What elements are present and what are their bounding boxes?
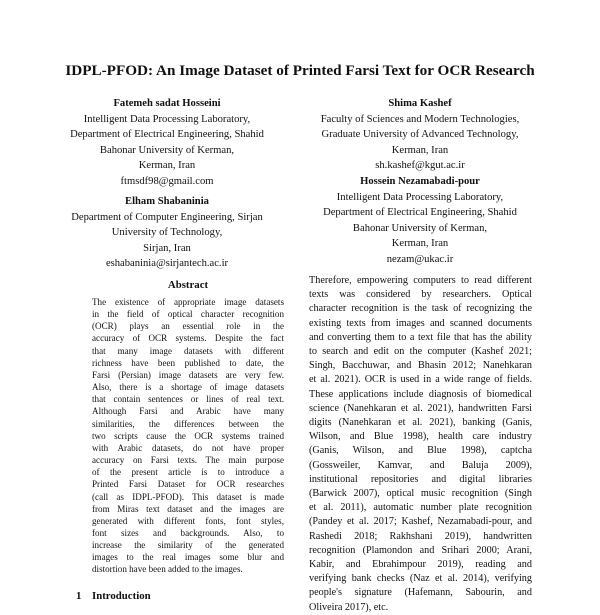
author-affiliation-line: Bahonar University of Kerman,: [99, 144, 235, 156]
text-line: existing texts from images and scanned documents: [309, 317, 532, 329]
text-line: generated with different fonts, font styles,: [92, 515, 284, 526]
text-line: et al. 2021). OCR is used in a wide range of fields.: [309, 374, 532, 386]
text-line: Singh, Bacchuwar, and Bhasin 2012; Nanehkaran: [309, 360, 532, 372]
author-name: Elham Shabaninia: [125, 196, 209, 207]
author-block: [47, 96, 287, 190]
text-line: distortion have been added to the images.: [92, 564, 243, 575]
abstract-text: [92, 296, 284, 576]
author-block: [300, 174, 540, 268]
text-line: of the present article is to introduce a: [92, 467, 284, 478]
text-line: (Pandey et al. 2017; Kashef, Nezamabadi-pour, and: [309, 516, 532, 528]
text-line: (call as IDPL-PFOD). This dataset is made: [92, 491, 284, 502]
text-line: accuracy of OCR systems. Despite the fact: [92, 333, 284, 344]
text-line: Therefore, empowering computers to read different: [309, 275, 532, 286]
author-email: ftmsdf98@gmail.com: [120, 175, 214, 187]
section-title: Introduction: [92, 590, 151, 602]
text-line: images to the real images some blur and: [92, 552, 284, 563]
text-line: digits (Nanehkaran et al. 2021), banking (Ganis,: [309, 417, 532, 429]
author-affiliation-line: Intelligent Data Processing Laboratory,: [336, 191, 504, 203]
author-block: [47, 194, 287, 272]
author-name: Shima Kashef: [388, 98, 452, 109]
text-line: verifying bank checks (Naz et al. 2014), verifying: [309, 573, 532, 585]
text-line: (Barwick 2007), optical music recognition (Singh: [309, 488, 532, 500]
paper-title: IDPL-PFOD: An Image Dataset of Printed Farsi Text for OCR Research: [65, 62, 535, 79]
abstract-heading: Abstract: [167, 279, 209, 291]
text-line: These applications include diagnosis of biomedical: [309, 388, 532, 400]
text-line: character recognition is the task of recognizing the: [309, 303, 532, 315]
author-affiliation-line: Department of Electrical Engineering, Shahid: [323, 207, 517, 219]
text-line: Wilson, and Blue 1998), health care industry: [309, 431, 532, 443]
text-line: Farsi (Persian) image datasets are very few.: [92, 369, 284, 380]
text-line: (Ganis, Wilson, and Blue 1998), captcha: [309, 445, 532, 457]
text-line: with Arabic datasets, do not have proper: [92, 442, 284, 453]
author-affiliation-line: Bahonar University of Kerman,: [352, 222, 488, 234]
author-email: sh.kashef@kgut.ac.ir: [375, 160, 465, 172]
author-email: nezam@ukac.ir: [386, 253, 454, 265]
author-affiliation-line: Intelligent Data Processing Laboratory,: [83, 113, 251, 125]
text-line: people's signature (Hafemann, Sabourin, and: [309, 587, 532, 599]
text-line: similarities, the differences between the: [92, 418, 284, 429]
text-line: from Miras text dataset and the images are: [92, 503, 284, 514]
text-line: The existence of appropriate image datasets: [92, 297, 284, 307]
text-line: two scripts cause the OCR systems trained: [92, 430, 284, 441]
author-location: Kerman, Iran: [138, 160, 196, 172]
text-line: et al. 2011), automatic number plate recognition: [309, 502, 532, 514]
author-affiliation-line: Department of Electrical Engineering, Shahid: [70, 129, 264, 141]
text-line: in the field of optical character recognition: [92, 309, 284, 320]
section-number: 1: [76, 590, 82, 602]
author-name: Fatemeh sadat Hosseini: [113, 98, 221, 109]
author-affiliation-line: Faculty of Sciences and Modern Technologies,: [320, 113, 520, 125]
text-line: (Gossweiler, Kamvar, and Baluja 2009),: [309, 459, 532, 471]
text-line: font sizes and backgrounds. Also, to: [92, 527, 284, 538]
author-name: Hossein Nezamabadi-pour: [360, 176, 480, 187]
text-line: texts was considered by researchers. Optical: [309, 289, 532, 301]
author-affiliation-line: Department of Computer Engineering, Sirjan: [71, 211, 263, 223]
text-line: recognition (Plamondon and Srihari 2000; Arani,: [309, 544, 532, 556]
text-line: Oliveira 2017), etc.: [309, 601, 389, 613]
body-text-column: [309, 274, 532, 615]
text-line: to search and edit on the computer (Kashef 2021;: [309, 346, 532, 358]
text-line: that contain sentences or lines of real text.: [92, 394, 284, 405]
text-line: richness have been published to date, the: [92, 357, 284, 368]
text-line: institutional repositories and digital libraries: [309, 473, 532, 485]
text-line: that many image datasets with different: [92, 345, 284, 356]
text-line: Kabir, and Ebrahimpour 2019), reading and: [309, 559, 532, 571]
author-location: Sirjan, Iran: [143, 242, 191, 254]
author-block: [300, 96, 540, 174]
author-location: Kerman, Iran: [391, 238, 449, 250]
text-line: (OCR) plays an essential role in the: [92, 321, 284, 332]
text-line: Printed Farsi Dataset for OCR researches: [92, 479, 284, 490]
author-affiliation-line: Graduate University of Advanced Technology,: [321, 129, 519, 141]
text-line: and converting them to a text file that has the ability: [309, 331, 532, 343]
author-location: Kerman, Iran: [391, 144, 449, 156]
text-line: accuracy on Farsi texts. The main purpose: [92, 455, 284, 466]
text-line: increase the similarity of the generated: [92, 540, 284, 551]
text-line: science (Nanehkaran et al. 2021), handwritten Farsi: [309, 402, 532, 414]
author-email: eshabaninia@sirjantech.ac.ir: [105, 258, 229, 270]
section-heading: [76, 590, 151, 602]
text-line: Also, there is a shortage of image datasets: [92, 382, 284, 393]
author-affiliation-line: University of Technology,: [111, 227, 223, 239]
text-line: Rashedi 2018; Rakhshani 2019), handwritten: [309, 530, 532, 542]
text-line: Although Farsi and Arabic have many: [92, 406, 284, 417]
